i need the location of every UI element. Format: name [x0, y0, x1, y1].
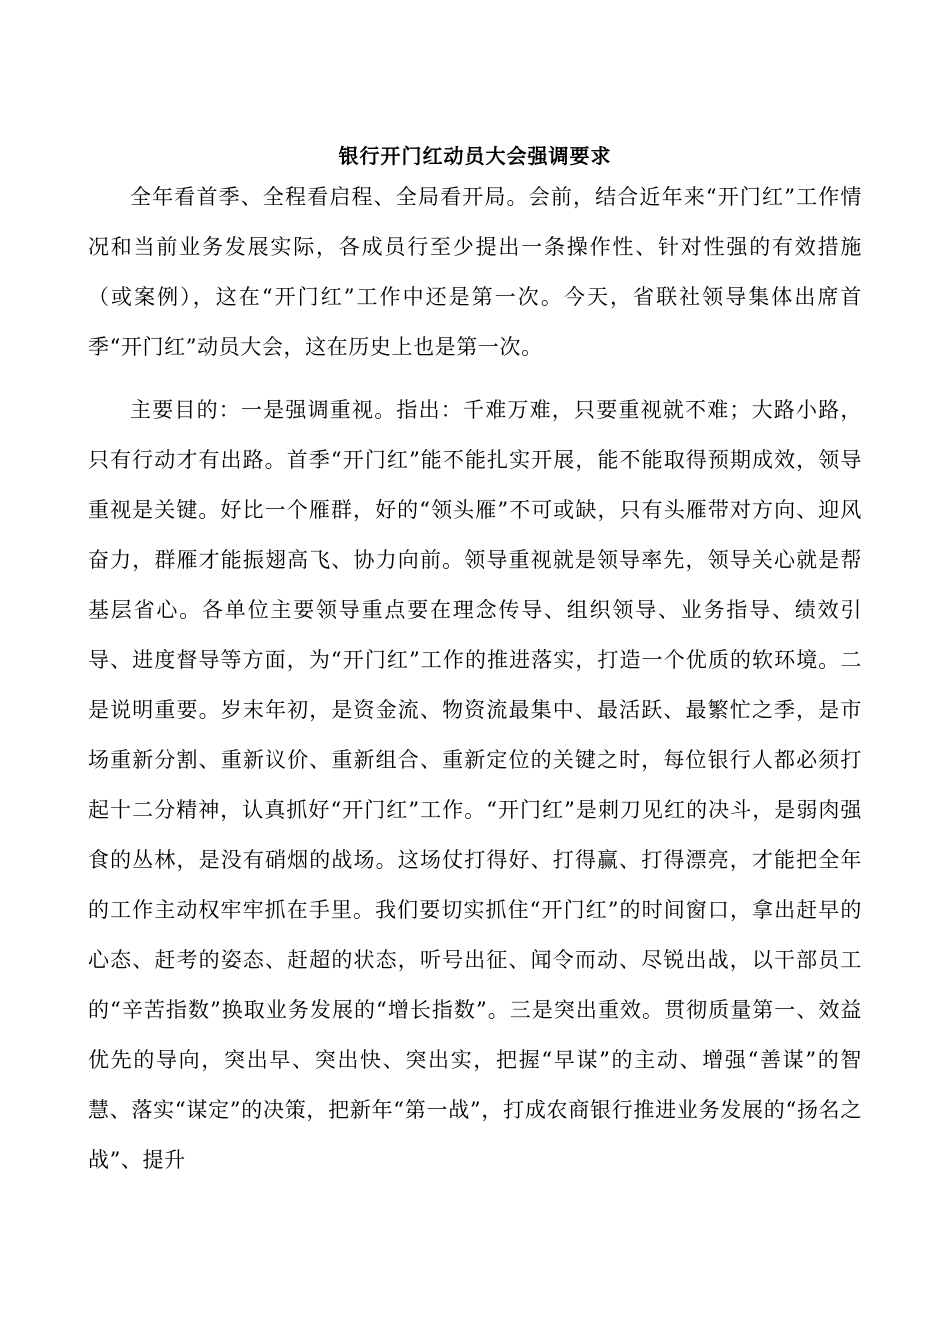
paragraph-1: 全年看首季、全程看启程、全局看开局。会前，结合近年来“开门红”工作情况和当前业务发展实际，各成员行至少提出一条操作性、针对性强的有效措施（或案例），这在“开门红”工作中还是第一次。今天，省联社领导集体出席首季“开门红”动员大会，这在历史上也是第一次。 — [88, 185, 862, 359]
paragraph-2: 主要目的：一是强调重视。指出：千难万难，只要重视就不难；大路小路，只有行动才有出路。首季“开门红”能不能扎实开展，能不能取得预期成效，领导重视是关键。好比一个雁群，好的“领头雁”不可或缺，只有头雁带对方向、迎风奋力，群雁才能振翅高飞、协力向前。领导重视就是领导率先，领导关心就是帮基层省心。各单位主要领导重点要在理念传导、组织领导、业务指导、绩效引导、进度督导等方面，为“开门红”工作的推进落实，打造一个优质的软环境。二是说明重要。岁末年初，是资金流、物资流最集中、最活跃、最繁忙之季，是市场重新分割、重新议价、重新组合、重新定位的关键之时，每位银行人都必须打起十二分精神，认真抓好“开门红”工作。“开门红”是刺刀见红的决斗，是弱肉强食的丛林，是没有硝烟的战场。这场仗打得好、打得赢、打得漂亮，才能把全年的工作主动权牢牢抓在手里。我们要切实抓住“开门红”的时间窗口，拿出赶早的心态、赶考的姿态、赶超的状态，听号出征、闻令而动、尽锐出战，以干部员工的“辛苦指数”换取业务发展的“增长指数”。三是突出重效。贯彻质量第一、效益优先的导向，突出早、突出快、突出实，把握“早谋”的主动、增强“善谋”的智慧、落实“谋定”的决策，把新年“第一战”，打成农商银行推进业务发展的“扬名之战”、提升 — [88, 398, 862, 1172]
document-body — [88, 172, 862, 1185]
document-title: 银行开门红动员大会强调要求 — [338, 144, 612, 168]
